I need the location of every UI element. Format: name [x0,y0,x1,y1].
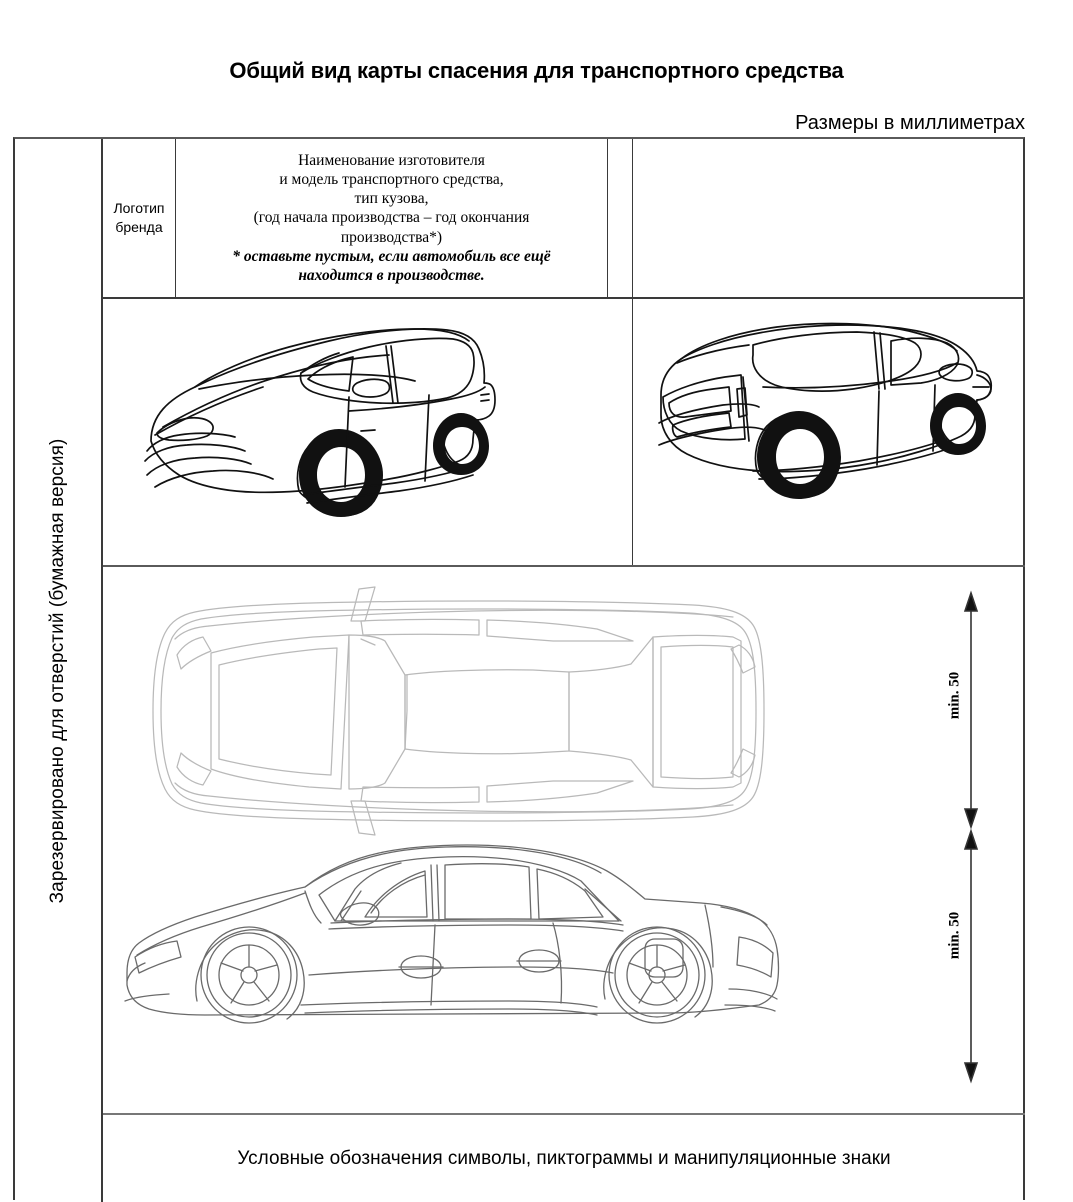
rescue-sheet-table [13,137,1025,1200]
rear-three-quarter-view-cell [633,299,1025,565]
model-line-3: тип кузова, [354,190,429,208]
front-three-quarter-view-cell [103,299,633,565]
header-separator-cell [608,139,633,297]
vehicle-identification-text [232,151,550,286]
model-footnote-line-2: находится в производстве. [298,267,485,285]
legend-caption-row [103,1115,1025,1202]
model-line-1: Наименование изготовителя [298,151,485,169]
plan-and-side-view-row [103,567,1025,1115]
legend-caption-text: Условные обозначения символы, пиктограммы и манипуляционные знаки [237,1147,891,1169]
brand-logo-placeholder [113,199,164,237]
brand-logo-line-1: Логотип [113,200,165,217]
three-quarter-views-row [103,299,1025,567]
page-title: Общий вид карты спасения для транспортного средства [229,58,844,83]
dimension-label-bottom: min. 50 [946,911,963,960]
punch-hole-reserve-label: Зарезервировано для отверстий (бумажная версия) [47,438,68,903]
model-line-5: производства*) [340,228,443,246]
punch-hole-reserve-column [15,139,103,1202]
top-plan-view-drawing [113,579,803,849]
brand-logo-line-2: бренда [115,219,163,235]
model-line-2: и модель транспортного средства, [279,170,504,188]
side-profile-view-drawing [109,833,809,1083]
header-row [103,139,1025,299]
dimension-arrows-group [941,589,1001,1089]
vehicle-identification-cell [176,139,608,297]
dimension-label-top: min. 50 [946,671,963,720]
model-line-4: (год начала производства – год окончания [253,209,530,227]
units-note: Размеры в миллиметрах [795,112,1025,134]
rear-three-quarter-view-drawing [633,299,1025,565]
brand-logo-cell [103,139,176,297]
model-footnote-line-1: * оставьте пустым, если автомобиль все ещё [232,247,551,265]
front-three-quarter-view-drawing [103,299,633,565]
header-blank-cell [633,139,1025,297]
